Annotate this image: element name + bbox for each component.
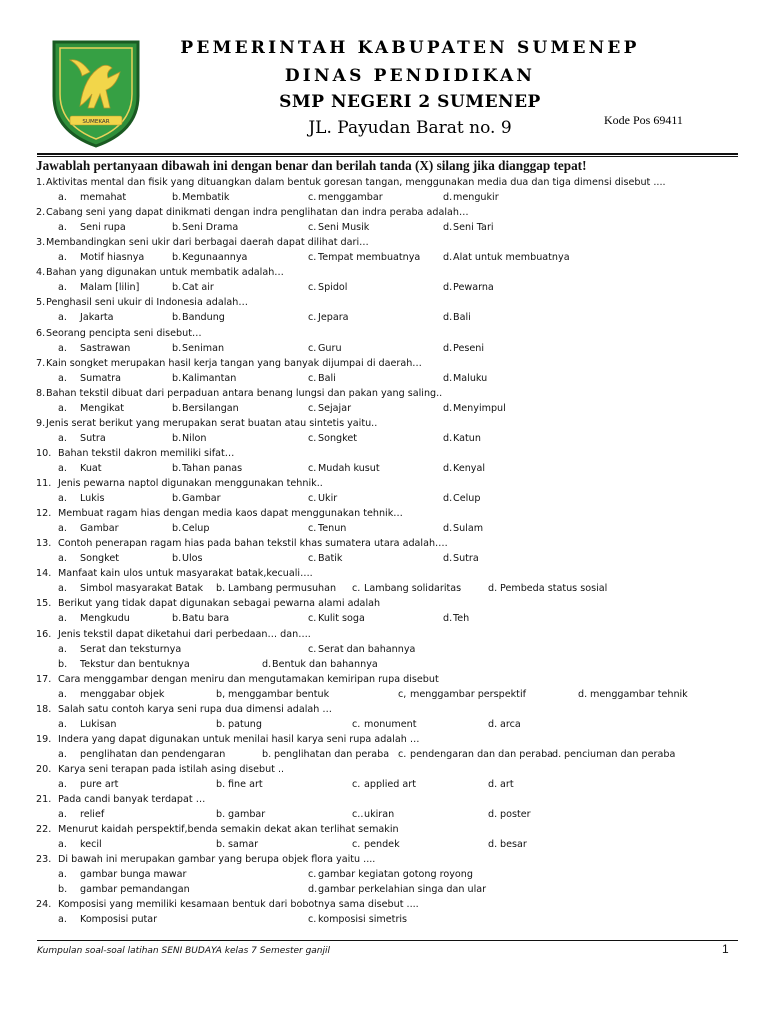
instruction-text: Jawablah pertanyaan dibawah ini dengan benar dan berilah tanda (X) silang jika dianggap tepat!: [36, 158, 587, 173]
option-text: komposisi simetris: [318, 914, 408, 926]
option-text: Lukis: [80, 493, 105, 505]
option-text: Gambar: [80, 523, 119, 535]
option-letter: a.: [58, 402, 67, 414]
question-number: 19.: [36, 733, 52, 745]
option-text: Mudah kusut: [318, 462, 380, 474]
option-text: Celup: [182, 523, 210, 535]
option-letter: b.: [216, 809, 226, 821]
svg-text:SUMEKAR: SUMEKAR: [82, 119, 110, 125]
option-text: penglihatan dan pendengaran: [80, 748, 226, 760]
option-letter: c.: [308, 432, 317, 444]
answer-options-row: [0, 912, 768, 927]
option-text: penciuman dan peraba: [564, 748, 676, 760]
option-text: gambar pemandangan: [80, 884, 190, 896]
question-1: [0, 175, 768, 190]
option-letter: b.: [172, 252, 182, 264]
option-text: gambar: [228, 809, 266, 821]
option-letter: b.: [216, 779, 226, 790]
option-text: Guru: [318, 342, 342, 354]
question-5: [0, 295, 768, 310]
option-text: Bali: [318, 372, 336, 384]
option-text: Seni Tari: [453, 222, 494, 234]
option-text: Gambar: [182, 493, 221, 505]
option-letter: c.: [308, 252, 317, 264]
option-text: ukiran: [364, 809, 395, 821]
question-number: 11.: [36, 478, 52, 489]
option-letter: c.: [308, 462, 317, 474]
option-text: gambar bunga mawar: [80, 869, 187, 881]
option-text: Nilon: [182, 432, 207, 444]
option-letter: c.: [308, 342, 317, 354]
option-text: Seni Musik: [318, 222, 370, 234]
question-text: Jenis serat berikut yang merupakan serat buatan atau sintetis yaitu..: [46, 417, 378, 429]
option-letter: b.: [172, 282, 182, 294]
header-department: DINAS PENDIDIKAN: [284, 66, 536, 86]
option-letter: b.: [216, 718, 226, 730]
question-2: [0, 205, 768, 220]
option-text: Bandung: [182, 312, 225, 324]
question-number: 7.: [36, 357, 46, 369]
option-letter: b.: [262, 748, 272, 760]
option-letter: a.: [58, 869, 67, 881]
answer-options-row: [0, 491, 768, 506]
answer-options-row: [0, 747, 768, 762]
option-text: poster: [500, 809, 531, 821]
option-letter: d.: [443, 493, 453, 505]
question-number: 18.: [36, 703, 52, 715]
option-text: Spidol: [318, 282, 348, 294]
option-text: Motif hiasnya: [80, 252, 145, 264]
option-letter: c.: [308, 914, 317, 926]
question-text: Bahan yang digunakan untuk membatik adalah…: [46, 267, 284, 279]
option-letter: a.: [58, 914, 67, 926]
option-text: Tahan panas: [182, 462, 243, 474]
option-letter: a.: [58, 553, 67, 565]
option-text: Serat dan teksturnya: [80, 643, 182, 655]
option-text: Batik: [318, 553, 343, 565]
option-text: Simbol masyarakat Batak: [80, 583, 204, 595]
question-number: 8.: [36, 387, 46, 399]
question-text: Manfaat kain ulos untuk masyarakat batak,kecuali….: [58, 568, 313, 580]
question-number: 22.: [36, 824, 52, 836]
footer-caption: Kumpulan soal-soal latihan SENI BUDAYA kelas 7 Semester ganjil: [37, 946, 331, 956]
question-text: Berikut yang tidak dapat digunakan sebagai pewarna alami adalah: [58, 598, 381, 610]
option-letter: d.: [443, 342, 453, 354]
option-letter: d.: [443, 252, 453, 264]
option-letter: d.: [443, 402, 453, 414]
option-letter: a.: [58, 222, 67, 234]
option-letter: d.: [443, 432, 453, 444]
question-16: [0, 627, 768, 642]
option-text: Serat dan bahannya: [318, 643, 416, 655]
option-text: menggambar bentuk: [228, 688, 330, 700]
question-number: 9.: [36, 417, 46, 429]
option-letter: b.: [172, 432, 182, 444]
answer-options-row: [0, 401, 768, 416]
question-7: [0, 356, 768, 371]
option-text: Songket: [80, 553, 120, 565]
answer-options-row: [0, 371, 768, 386]
option-letter: b.: [172, 493, 182, 505]
answer-options-row: [0, 190, 768, 205]
option-letter: d.: [488, 779, 498, 790]
option-letter: b.: [58, 658, 68, 670]
option-text: Cat air: [182, 282, 214, 294]
option-letter: a.: [58, 523, 67, 535]
answer-options-row: [0, 837, 768, 852]
question-text: Karya seni terapan pada istilah asing disebut ..: [58, 763, 285, 775]
option-text: Pewarna: [453, 282, 494, 294]
option-letter: c.: [352, 718, 361, 730]
answer-options-row: [0, 461, 768, 476]
answer-options-row: [0, 220, 768, 235]
option-letter: c.: [308, 869, 317, 881]
option-text: menggambar perspektif: [410, 688, 526, 700]
question-9: [0, 416, 768, 431]
option-text: Teh: [453, 613, 470, 625]
option-text: Tempat membuatnya: [318, 252, 421, 264]
option-letter: c.: [308, 372, 317, 384]
option-letter: b,: [216, 688, 226, 700]
question-text: Penghasil seni ukuir di Indonesia adalah…: [46, 297, 248, 309]
option-letter: c.: [398, 748, 407, 760]
question-number: 12.: [36, 508, 52, 520]
option-letter: c.: [308, 643, 317, 655]
question-number: 16.: [36, 628, 52, 640]
question-text: Membandingkan seni ukir dari berbagai daerah dapat dilihat dari…: [46, 237, 369, 249]
question-4: [0, 265, 768, 280]
option-letter: b.: [172, 402, 182, 414]
option-text: Seni rupa: [80, 222, 126, 234]
question-number: 23.: [36, 854, 52, 866]
question-text: Membuat ragam hias dengan media kaos dapat menggunakan tehnik…: [58, 508, 403, 520]
question-text: Menurut kaidah perspektif,benda semakin dekat akan terlihat semakin: [58, 824, 399, 836]
option-text: Ukir: [318, 493, 338, 505]
question-text: Kain songket merupakan hasil kerja tangan yang banyak dijumpai di daerah…: [46, 357, 422, 369]
option-text: mengukir: [453, 192, 499, 204]
question-21: [0, 792, 768, 807]
option-text: Lambang solidaritas: [364, 583, 462, 595]
option-text: Seniman: [182, 342, 225, 354]
option-text: Komposisi putar: [80, 914, 158, 926]
option-letter: d.: [488, 809, 498, 821]
answer-options-row: [0, 642, 768, 657]
answer-options-row: [0, 431, 768, 446]
answer-options-row: [0, 687, 768, 702]
option-text: art: [500, 779, 514, 790]
option-text: arca: [500, 718, 521, 730]
option-text: Tekstur dan bentuknya: [80, 658, 190, 670]
question-text: Aktivitas mental dan fisik yang dituangkan dalam bentuk goresan tangan, menggunakan media dua dan tiga dimensi disebut ....: [46, 177, 666, 188]
question-24: [0, 897, 768, 912]
option-text: Pembeda status sosial: [500, 583, 608, 595]
option-letter: d.: [443, 222, 453, 234]
answer-options-row: [0, 717, 768, 732]
option-letter: a.: [58, 282, 67, 294]
question-13: [0, 536, 768, 551]
question-text: Komposisi yang memiliki kesamaan bentuk dari bobotnya sama disebut ....: [58, 899, 419, 911]
option-letter: d.: [488, 583, 498, 595]
question-text: Cara menggambar dengan meniru dan mengutamakan kemiripan rupa disebut: [58, 673, 439, 685]
question-17: [0, 672, 768, 687]
option-text: Jakarta: [80, 312, 114, 324]
question-number: 2.: [36, 207, 46, 219]
question-text: Seorang pencipta seni disebut…: [46, 327, 202, 339]
option-letter: b.: [58, 884, 68, 896]
option-text: Bentuk dan bahannya: [272, 658, 378, 670]
option-letter: d.: [443, 462, 453, 474]
option-letter: a.: [58, 372, 67, 384]
option-letter: c.: [308, 192, 317, 204]
school-emblem-logo: [50, 36, 142, 148]
option-text: Sumatra: [80, 372, 121, 384]
option-text: Lambang permusuhan: [228, 583, 337, 595]
header-divider: [37, 153, 738, 155]
option-text: menggambar: [318, 192, 383, 204]
question-10: [0, 446, 768, 461]
option-text: Sejajar: [318, 402, 352, 414]
option-letter: b.: [172, 222, 182, 234]
question-number: 15.: [36, 598, 52, 610]
answer-options-row: [0, 280, 768, 295]
option-text: Mengkudu: [80, 613, 130, 625]
question-20: [0, 762, 768, 777]
question-6: [0, 326, 768, 341]
option-text: Kulit soga: [318, 613, 365, 625]
option-letter: b.: [216, 839, 226, 851]
question-text: Salah satu contoh karya seni rupa dua dimensi adalah …: [58, 703, 332, 715]
question-number: 13.: [36, 538, 52, 550]
option-letter: d.: [308, 884, 318, 896]
option-text: memahat: [80, 192, 127, 204]
option-text: Lukisan: [80, 718, 117, 730]
option-text: menggabar objek: [80, 688, 165, 700]
option-text: fine art: [228, 779, 263, 790]
option-text: Menyimpul: [453, 402, 506, 414]
question-text: Bahan tekstil dakron memiliki sifat…: [58, 447, 235, 459]
option-letter: c..: [352, 809, 364, 821]
question-text: Indera yang dapat digunakan untuk menilai hasil karya seni rupa adalah …: [58, 733, 420, 745]
option-letter: a.: [58, 613, 67, 625]
option-text: pendengaran dan dan peraba: [410, 748, 554, 760]
option-text: Peseni: [453, 342, 484, 354]
option-letter: a.: [58, 688, 67, 700]
question-text: Pada candi banyak terdapat …: [58, 794, 206, 806]
option-letter: b.: [172, 462, 182, 474]
option-letter: a.: [58, 643, 67, 655]
option-letter: a.: [58, 312, 67, 324]
option-letter: c.: [308, 222, 317, 234]
option-letter: a.: [58, 192, 67, 204]
option-text: Ulos: [182, 553, 203, 565]
option-letter: a.: [58, 779, 67, 790]
question-text: Jenis pewarna naptol digunakan menggunakan tehnik..: [58, 478, 323, 489]
option-text: applied art: [364, 779, 417, 790]
option-text: Kenyal: [453, 462, 486, 474]
question-number: 5.: [36, 297, 46, 309]
question-15: [0, 596, 768, 611]
header-postal-code: Kode Pos 69411: [604, 113, 683, 127]
answer-options-row: [0, 867, 768, 882]
option-text: Songket: [318, 432, 358, 444]
answer-options-row: [0, 882, 768, 897]
option-text: Mengikat: [80, 402, 125, 414]
option-text: Celup: [453, 493, 481, 505]
option-text: Membatik: [182, 192, 230, 204]
option-text: kecil: [80, 839, 102, 851]
option-letter: c.: [308, 613, 317, 625]
option-text: menggambar tehnik: [590, 688, 688, 700]
option-letter: d.: [443, 613, 453, 625]
question-number: 21.: [36, 794, 52, 806]
option-text: Bersilangan: [182, 402, 239, 414]
question-12: [0, 506, 768, 521]
question-11: [0, 476, 768, 491]
option-letter: b.: [172, 553, 182, 565]
option-text: monument: [364, 718, 417, 730]
question-text: Di bawah ini merupakan gambar yang berupa objek flora yaitu ....: [58, 854, 376, 866]
answer-options-row: [0, 611, 768, 626]
header-government: PEMERINTAH KABUPATEN SUMENEP: [180, 38, 640, 58]
question-19: [0, 732, 768, 747]
option-text: Sutra: [453, 553, 479, 565]
option-text: Sastrawan: [80, 342, 131, 354]
option-text: Sulam: [453, 523, 484, 535]
page-number: 1: [722, 942, 729, 956]
option-text: gambar kegiatan gotong royong: [318, 869, 473, 881]
option-letter: a.: [58, 839, 67, 851]
option-letter: a.: [58, 462, 67, 474]
option-letter: d.: [443, 192, 453, 204]
option-text: Maluku: [453, 372, 488, 384]
option-letter: d.: [443, 312, 453, 324]
option-text: Katun: [453, 432, 481, 444]
option-letter: d.: [443, 523, 453, 535]
option-letter: a.: [58, 718, 67, 730]
option-letter: b.: [172, 523, 182, 535]
question-text: Cabang seni yang dapat dinikmati dengan indra penglihatan dan indra peraba adalah…: [46, 207, 469, 219]
answer-options-row: [0, 581, 768, 596]
question-number: 10.: [36, 447, 52, 459]
option-letter: b.: [216, 583, 226, 595]
option-text: Seni Drama: [182, 222, 239, 234]
option-text: besar: [500, 839, 527, 851]
option-letter: d.: [443, 372, 453, 384]
option-text: pure art: [80, 779, 119, 790]
option-letter: c.: [352, 839, 361, 851]
option-letter: c.: [308, 312, 317, 324]
option-text: relief: [80, 809, 105, 821]
question-23: [0, 852, 768, 867]
option-text: Kuat: [80, 462, 102, 474]
option-letter: c.: [308, 553, 317, 565]
option-text: Jepara: [318, 312, 349, 324]
footer-divider: [37, 940, 738, 941]
answer-options-row: [0, 777, 768, 792]
option-letter: a.: [58, 809, 67, 821]
option-letter: d.: [488, 718, 498, 730]
question-number: 14.: [36, 568, 52, 580]
option-text: Malam [lilin]: [80, 282, 140, 294]
option-text: Sutra: [80, 432, 106, 444]
question-text: Jenis tekstil dapat diketahui dari perbedaan… dan….: [58, 628, 311, 640]
option-letter: c.: [352, 779, 361, 790]
header-school-name: SMP NEGERI 2 SUMENEP: [279, 92, 541, 112]
answer-options-row: [0, 341, 768, 356]
option-letter: d.: [552, 748, 562, 760]
option-letter: c.: [308, 523, 317, 535]
option-letter: c.: [352, 583, 361, 595]
option-letter: a.: [58, 252, 67, 264]
option-letter: a.: [58, 342, 67, 354]
header-divider-thin: [37, 156, 738, 157]
header-address: JL. Payudan Barat no. 9: [308, 118, 512, 138]
option-letter: b.: [172, 613, 182, 625]
option-letter: b.: [172, 342, 182, 354]
option-letter: c.: [308, 493, 317, 505]
option-text: gambar perkelahian singa dan ular: [318, 884, 487, 896]
option-text: Alat untuk membuatnya: [453, 252, 570, 264]
answer-options-row: [0, 807, 768, 822]
option-text: pendek: [364, 839, 400, 851]
option-letter: b.: [172, 312, 182, 324]
question-14: [0, 566, 768, 581]
option-text: Bali: [453, 312, 471, 324]
option-text: patung: [228, 718, 262, 730]
question-text: Contoh penerapan ragam hias pada bahan tekstil khas sumatera utara adalah….: [58, 538, 448, 550]
option-text: Kegunaannya: [182, 252, 248, 264]
question-number: 17.: [36, 673, 52, 685]
option-letter: a.: [58, 748, 67, 760]
question-number: 4.: [36, 267, 46, 279]
answer-options-row: [0, 657, 768, 672]
option-text: Tenun: [318, 523, 347, 535]
option-letter: d.: [443, 553, 453, 565]
question-text: Bahan tekstil dibuat dari perpaduan antara benang lungsi dan pakan yang saling..: [46, 387, 443, 399]
option-letter: a.: [58, 432, 67, 444]
question-18: [0, 702, 768, 717]
answer-options-row: [0, 250, 768, 265]
option-text: Batu bara: [182, 613, 230, 625]
option-letter: a.: [58, 493, 67, 505]
option-text: samar: [228, 839, 259, 851]
answer-options-row: [0, 310, 768, 325]
question-22: [0, 822, 768, 837]
option-letter: b.: [172, 192, 182, 204]
option-letter: c.: [308, 402, 317, 414]
option-text: Kalimantan: [182, 372, 237, 384]
option-letter: c.: [308, 282, 317, 294]
option-text: penglihatan dan peraba: [274, 748, 390, 760]
answer-options-row: [0, 551, 768, 566]
question-3: [0, 235, 768, 250]
answer-options-row: [0, 521, 768, 536]
option-letter: d.: [488, 839, 498, 851]
option-letter: d.: [262, 658, 272, 670]
question-number: 6.: [36, 327, 46, 339]
option-letter: d.: [578, 688, 588, 700]
question-8: [0, 386, 768, 401]
option-letter: a.: [58, 583, 67, 595]
question-number: 24.: [36, 899, 52, 911]
question-number: 1.: [36, 177, 46, 188]
option-letter: c,: [398, 688, 407, 700]
question-number: 3.: [36, 237, 46, 249]
question-number: 20.: [36, 763, 52, 775]
option-letter: b.: [172, 372, 182, 384]
option-letter: d.: [443, 282, 453, 294]
